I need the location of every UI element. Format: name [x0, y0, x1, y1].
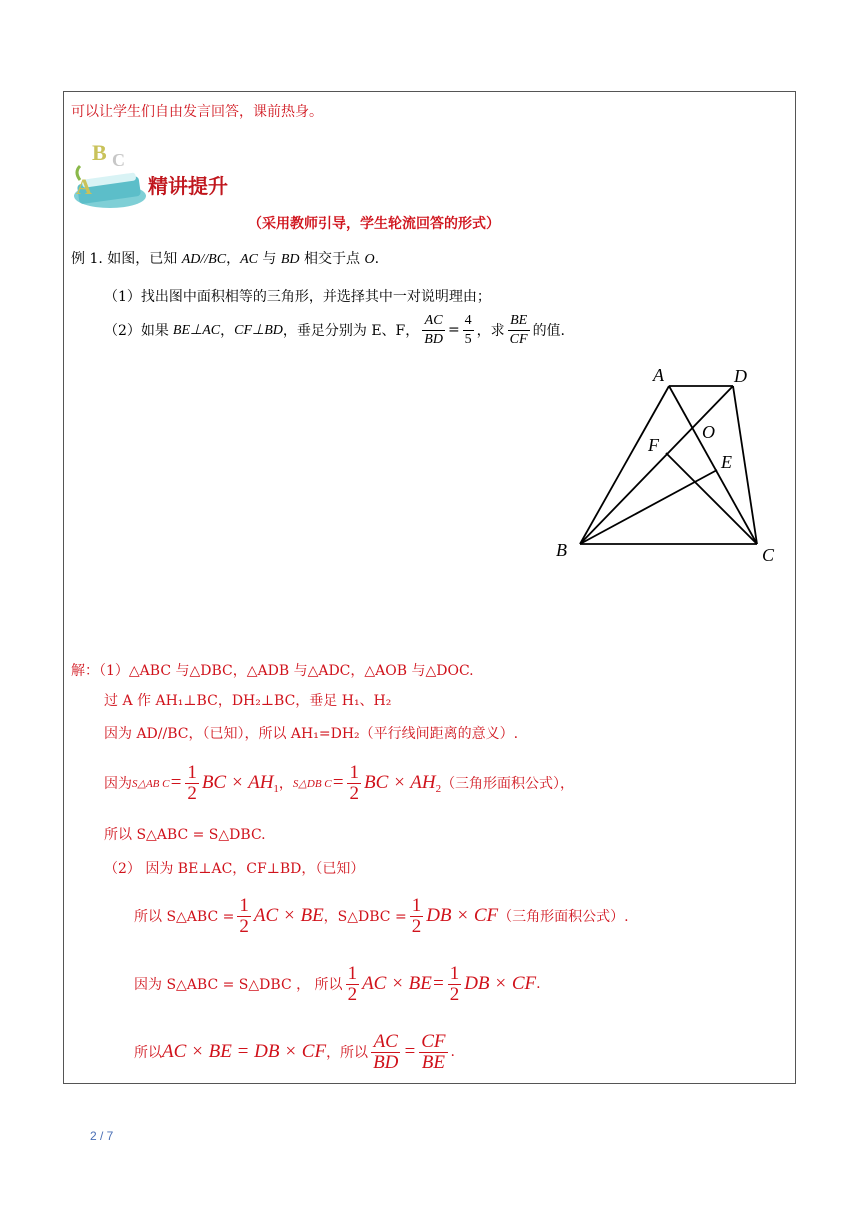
method-note: （采用教师引导，学生轮流回答的形式） [248, 216, 500, 232]
page-number: 2 / 7 [90, 1129, 114, 1143]
frac-den: 2 [187, 782, 197, 804]
comma: ， [220, 323, 235, 339]
fraction-ac-bd [422, 312, 445, 349]
equals: = [403, 1041, 417, 1062]
equals: = [331, 772, 345, 793]
frac-den: 2 [347, 983, 358, 1005]
fraction-cf-be [419, 1032, 447, 1073]
db-times-cf: DB × CF [426, 905, 499, 926]
solution-line-3: 因为 AD//BC，（已知），所以 AH₁=DH₂（平行线间距离的意义）. [104, 726, 519, 742]
frac-den: 2 [449, 983, 460, 1005]
abc-book-logo [70, 136, 150, 214]
because: 因为 [104, 776, 132, 792]
question-2 [104, 309, 565, 351]
fraction-half [347, 763, 361, 804]
subscript: 2 [435, 783, 442, 795]
bc-times-ah: BC × AH [201, 772, 274, 793]
frac-num: AC [422, 312, 445, 331]
ac-times-be: AC × BE [362, 973, 432, 994]
equals: = [431, 973, 445, 994]
label-a: A [653, 365, 664, 385]
q2-feet: ，垂足分别为 E、F， [282, 323, 420, 339]
period: . [374, 251, 380, 267]
solution-line-2: 过 A 作 AH₁⊥BC，DH₂⊥BC，垂足 H₁、H₂ [104, 693, 392, 709]
frac-num: 1 [411, 894, 422, 916]
fraction-ac-bd [371, 1032, 400, 1073]
subscript: 1 [273, 783, 279, 795]
q2-end: 的值. [532, 323, 566, 339]
frac-num: 1 [349, 761, 359, 783]
cf-perp-bd: CF⊥BD [234, 322, 283, 338]
section-title: 精讲提升 [148, 174, 228, 198]
fraction-half [346, 964, 360, 1005]
frac-den: BD [373, 1051, 399, 1073]
fraction-half [185, 763, 199, 804]
frac-num: AC [371, 1032, 400, 1053]
label-d: D [734, 366, 747, 386]
label-f: F [648, 435, 659, 455]
note: （三角形面积公式）， [441, 776, 575, 792]
solution-line-5: 所以 S△ABC = S△DBC. [104, 827, 266, 843]
connector: 相交于点 [299, 251, 365, 267]
connector: 与 [257, 251, 281, 267]
frac-num: 1 [187, 761, 197, 783]
therefore: 所以 [134, 1045, 162, 1061]
note: （三角形面积公式）. [498, 909, 629, 925]
ac-times-be: AC × BE [253, 905, 324, 926]
segment-cf [666, 453, 757, 544]
svg-text:B: B [92, 140, 107, 165]
comma: ， [226, 251, 241, 267]
comma: ， [278, 776, 293, 792]
frac-num: 1 [239, 894, 249, 916]
frac-num: 1 [449, 962, 460, 984]
frac-den: CF [509, 331, 528, 347]
geometry-figure [550, 360, 790, 575]
segment-ac [669, 386, 757, 544]
q2-ask: ，求 [476, 323, 505, 339]
fraction-4-5 [463, 312, 474, 349]
frac-den: 2 [349, 782, 359, 804]
frac-num: BE [508, 312, 530, 331]
label-o: O [702, 422, 715, 442]
therefore: ，所以 [326, 1045, 369, 1061]
svg-text:C: C [112, 150, 125, 170]
equals: = [169, 772, 183, 793]
ac: AC [240, 252, 258, 267]
solution-line-1: 解：（1）△ABC 与△DBC，△ADB 与△ADC，△AOB 与△DOC. [71, 663, 474, 679]
fraction-be-cf [508, 312, 530, 349]
question-1: （1）找出图中面积相等的三角形，并选择其中一对说明理由； [104, 289, 491, 305]
fraction-half [448, 964, 462, 1005]
frac-num: 4 [463, 312, 474, 331]
frac-den: 5 [464, 331, 472, 347]
area-dbc: S△DB C [292, 777, 332, 790]
fraction-half [410, 896, 424, 937]
fraction-half [237, 896, 251, 937]
frac-den: BD [424, 331, 443, 347]
solution-line-6: （2） 因为 BE⊥AC，CF⊥BD，（已知） [104, 861, 365, 877]
ad-bc: AD//BC [181, 252, 227, 267]
solution-line-8 [134, 961, 541, 1007]
solution-line-9 [134, 1029, 455, 1075]
bc-times-ah: BC × AH [363, 772, 436, 793]
product-equation: AC × BE = DB × CF [162, 1041, 327, 1062]
area-dbc: ，S△DBC = [323, 909, 407, 925]
period: . [450, 1044, 455, 1060]
point-o: O [364, 252, 375, 267]
bd: BD [280, 252, 300, 267]
svg-text:A: A [76, 174, 92, 199]
db-times-cf: DB × CF [464, 973, 537, 994]
frac-den: BE [421, 1051, 445, 1073]
intro-text: 可以让学生们自由发言回答，课前热身。 [71, 104, 323, 120]
frac-den: 2 [239, 915, 249, 937]
frac-num: CF [421, 1030, 446, 1052]
example-statement [71, 248, 379, 268]
solution-line-7 [134, 893, 629, 939]
label-b: B [556, 540, 567, 560]
frac-num: 1 [347, 962, 358, 984]
label-e: E [721, 452, 732, 472]
because: 因为 S△ABC = S△DBC ， 所以 [134, 977, 343, 993]
frac-den: 2 [411, 915, 422, 937]
q2-label: （2）如果 [104, 323, 169, 339]
area-abc: S△AB C [132, 777, 170, 790]
period: . [536, 976, 541, 992]
example-label: 例 1. 如图，已知 [71, 251, 178, 267]
label-c: C [762, 545, 775, 565]
be-perp-ac: BE⊥AC [172, 322, 221, 338]
therefore: 所以 S△ABC = [134, 909, 235, 925]
segment-dc [733, 386, 757, 544]
solution-line-4 [104, 760, 574, 806]
equals: = [447, 322, 460, 338]
